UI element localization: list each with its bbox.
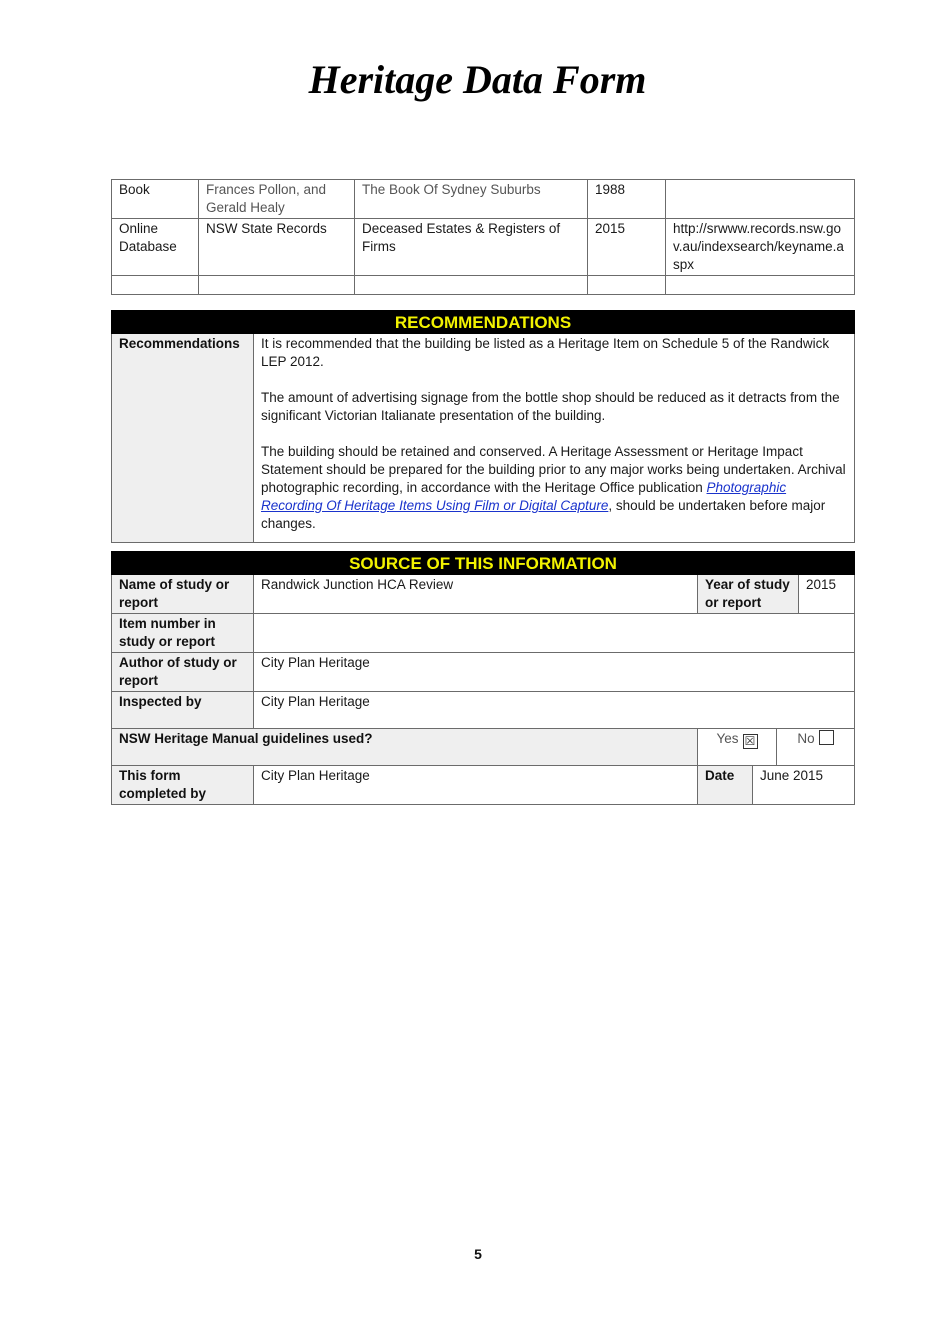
yes-option[interactable] — [698, 729, 777, 766]
recommendation-paragraph: The amount of advertising signage from the bottle shop should be reduced as it detracts from the significant Victorian Italianate presentation of the building. — [261, 390, 840, 423]
ref-type: Book — [112, 180, 199, 219]
ref-year: 2015 — [588, 219, 666, 276]
table-row — [112, 180, 855, 219]
ref-link — [666, 276, 855, 295]
author-value: City Plan Heritage — [254, 653, 855, 692]
references-table — [111, 179, 855, 295]
study-row — [112, 575, 855, 614]
inspected-label: Inspected by — [112, 692, 254, 729]
source-table — [111, 551, 855, 805]
date-value: June 2015 — [753, 766, 855, 805]
ref-link — [666, 180, 855, 219]
recommendation-paragraph — [261, 443, 847, 533]
recommendation-text: , should be undertaken before major changes. — [261, 498, 826, 531]
completed-row — [112, 766, 855, 805]
recommendation-paragraph: It is recommended that the building be listed as a Heritage Item on Schedule 5 of the Randwick LEP 2012. — [261, 336, 830, 369]
yes-label: Yes — [716, 731, 739, 746]
completed-value: City Plan Heritage — [254, 766, 698, 805]
completed-label: This form completed by — [112, 766, 254, 805]
ref-link: http://srwww.records.nsw.gov.au/indexsearch/keyname.aspx — [666, 219, 855, 276]
ref-type: Online Database — [112, 219, 199, 276]
author-label: Author of study or report — [112, 653, 254, 692]
no-checkbox[interactable] — [819, 730, 834, 745]
recommendations-header-row — [112, 311, 855, 334]
yes-checkbox[interactable] — [743, 734, 758, 749]
item-value — [254, 614, 855, 653]
ref-type — [112, 276, 199, 295]
author-row — [112, 653, 855, 692]
study-label: Name of study or report — [112, 575, 254, 614]
ref-year — [588, 276, 666, 295]
page-title: Heritage Data Form — [308, 57, 647, 102]
inspected-row — [112, 692, 855, 729]
date-label: Date — [698, 766, 753, 805]
year-label: Year of study or report — [698, 575, 799, 614]
ref-title — [355, 276, 588, 295]
table-row — [112, 219, 855, 276]
guidelines-label: NSW Heritage Manual guidelines used? — [112, 729, 698, 766]
ref-author: NSW State Records — [199, 219, 355, 276]
no-option[interactable] — [777, 729, 855, 766]
guidelines-row — [112, 729, 855, 766]
ref-year: 1988 — [588, 180, 666, 219]
ref-title: Deceased Estates & Registers of Firms — [355, 219, 588, 276]
item-label: Item number in study or report — [112, 614, 254, 653]
source-header: SOURCE OF THIS INFORMATION — [112, 552, 855, 575]
ref-author — [199, 276, 355, 295]
no-label: No — [797, 731, 815, 746]
recommendations-text — [254, 334, 855, 543]
study-value: Randwick Junction HCA Review — [254, 575, 698, 614]
item-row — [112, 614, 855, 653]
page-number: 5 — [474, 1246, 482, 1262]
publication-link[interactable]: Photographic Recording Of Heritage Items Using Film or Digital Capture — [261, 480, 787, 513]
recommendations-table — [111, 310, 855, 543]
ref-author: Frances Pollon, and Gerald Healy — [199, 180, 355, 219]
ref-title: The Book Of Sydney Suburbs — [355, 180, 588, 219]
recommendation-text: The building should be retained and conserved. A Heritage Assessment or Heritage Impact Statement should be prepared for the building prior to any major works being undertaken. Archival photographic recording, in accordance with the Heritage Office publication — [261, 444, 846, 495]
source-header-row — [112, 552, 855, 575]
recommendations-header: RECOMMENDATIONS — [112, 311, 855, 334]
recommendations-label: Recommendations — [112, 334, 254, 543]
year-value: 2015 — [799, 575, 855, 614]
table-row — [112, 276, 855, 295]
recommendations-row — [112, 334, 855, 543]
checked-mark-icon: ☒ — [744, 734, 756, 748]
inspected-value: City Plan Heritage — [254, 692, 855, 729]
